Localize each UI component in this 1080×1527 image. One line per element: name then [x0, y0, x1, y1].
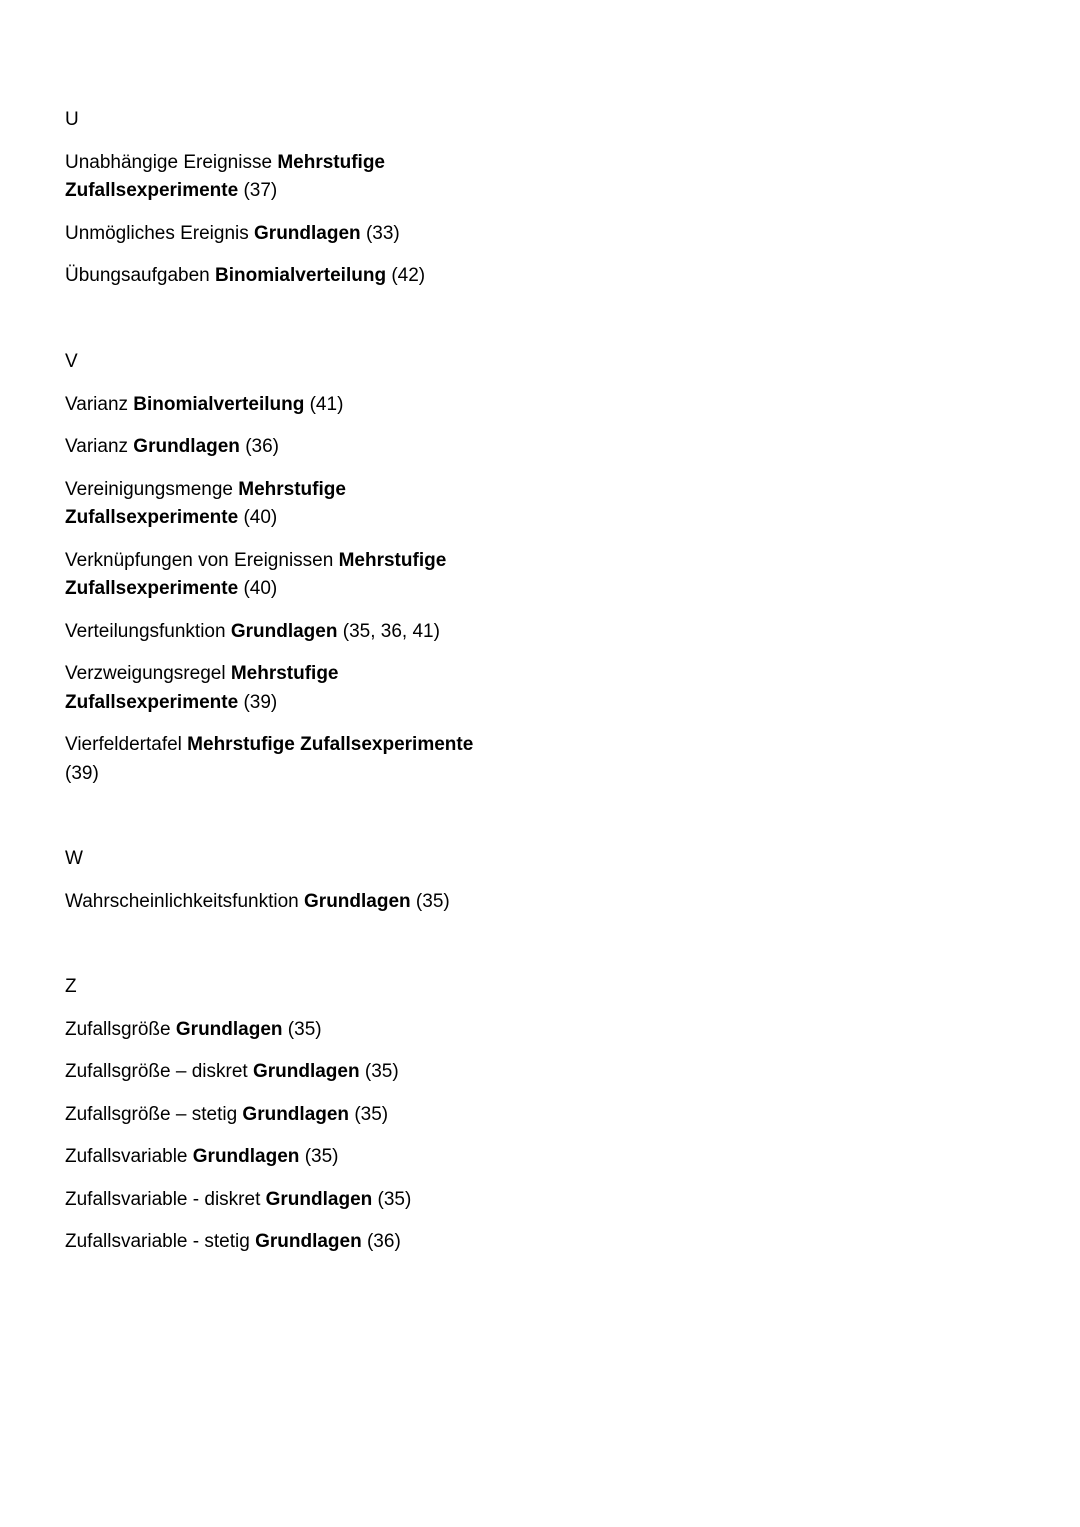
index-section-u: [65, 106, 505, 305]
index-entry: [65, 433, 505, 462]
index-section-z: [65, 973, 505, 1271]
entry-pages: (36): [245, 436, 279, 457]
index-entry: [65, 547, 505, 604]
section-letter: W: [65, 848, 83, 869]
entry-topic: Grundlagen: [192, 1146, 300, 1167]
entry-term: Zufallsgröße – stetig: [65, 1103, 238, 1125]
entry-term: Unmögliches Ereignis: [65, 222, 249, 244]
entry-term: Vierfeldertafel: [65, 734, 182, 755]
entry-term: Unabhängige Ereignisse: [65, 151, 273, 173]
entry-term: Zufallsvariable: [65, 1146, 188, 1167]
entry-pages: (35): [377, 1188, 412, 1210]
entry-term: Zufallsgröße – diskret: [65, 1061, 248, 1082]
entry-topic: Grundlagen: [255, 1231, 362, 1252]
entry-topic: Mehrstufige Zufallsexperimente: [187, 734, 474, 755]
section-letter: U: [65, 109, 79, 130]
entry-pages: (36): [366, 1231, 401, 1252]
entry-topic: Grundlagen: [265, 1188, 373, 1210]
index-entry: [65, 262, 505, 291]
index-entry: [65, 1101, 505, 1130]
entry-topic: Mehrstufige Zufallsexperimente: [65, 549, 447, 599]
index-entry: [65, 660, 505, 717]
entry-pages: (37): [243, 180, 278, 201]
section-letter: Z: [65, 976, 77, 997]
entry-term: Zufallsvariable - stetig: [65, 1231, 250, 1252]
entry-term: Zufallsgröße: [65, 1018, 171, 1040]
entry-term: Vereinigungsmenge: [65, 478, 233, 500]
entry-term: Varianz: [65, 436, 129, 457]
entry-topic: Grundlagen: [230, 620, 338, 642]
entry-topic: Grundlagen: [252, 1061, 360, 1082]
entry-term: Varianz: [65, 393, 129, 415]
index-entry: [65, 1143, 505, 1172]
section-letter: V: [65, 351, 78, 372]
entry-pages: (35): [354, 1103, 389, 1125]
index-entry: [65, 1016, 505, 1045]
entry-topic: Grundlagen: [242, 1103, 350, 1125]
index-entry: [65, 476, 505, 533]
entry-pages: (35): [287, 1018, 322, 1040]
index-entry: [65, 1058, 505, 1087]
entry-pages: (42): [391, 265, 426, 286]
index-entry: [65, 1228, 505, 1257]
index-entry: [65, 1186, 505, 1215]
index-entry: [65, 731, 505, 788]
entry-topic: Binomialverteilung: [215, 265, 387, 286]
entry-term: Zufallsvariable - diskret: [65, 1188, 261, 1210]
index-entry: [65, 220, 505, 249]
entry-topic: Grundlagen: [133, 436, 240, 457]
index-entry: [65, 391, 505, 420]
entry-topic: Binomialverteilung: [133, 393, 305, 415]
entry-topic: Mehrstufige Zufallsexperimente: [65, 663, 339, 713]
entry-term: Wahrscheinlichkeitsfunktion: [65, 890, 299, 912]
entry-pages: (41): [309, 393, 344, 415]
entry-term: Verteilungsfunktion: [65, 620, 226, 642]
entry-topic: Mehrstufige Zufallsexperimente: [65, 478, 346, 528]
entry-pages: (35, 36, 41): [342, 620, 440, 642]
entry-pages: (35): [304, 1146, 339, 1167]
entry-pages: (35): [415, 890, 450, 912]
index-section-w: [65, 845, 505, 930]
entry-pages: (40): [243, 578, 278, 599]
index-entry: [65, 888, 505, 917]
entry-topic: Mehrstufige Zufallsexperimente: [65, 151, 386, 201]
entry-topic: Grundlagen: [175, 1018, 283, 1040]
entry-pages: (35): [364, 1061, 399, 1082]
entry-term: Übungsaufgaben: [65, 265, 210, 286]
entry-topic: Grundlagen: [304, 890, 411, 912]
entry-term: Verknüpfungen von Ereignissen: [65, 549, 334, 571]
index-section-v: [65, 348, 505, 802]
index-entry: [65, 618, 505, 647]
entry-term: Verzweigungsregel: [65, 663, 226, 684]
entry-pages: (39): [243, 691, 278, 713]
entry-pages: (40): [243, 507, 278, 528]
entry-pages: (39): [65, 762, 99, 784]
entry-pages: (33): [365, 222, 400, 244]
index-entry: [65, 149, 505, 206]
entry-topic: Grundlagen: [254, 222, 361, 244]
